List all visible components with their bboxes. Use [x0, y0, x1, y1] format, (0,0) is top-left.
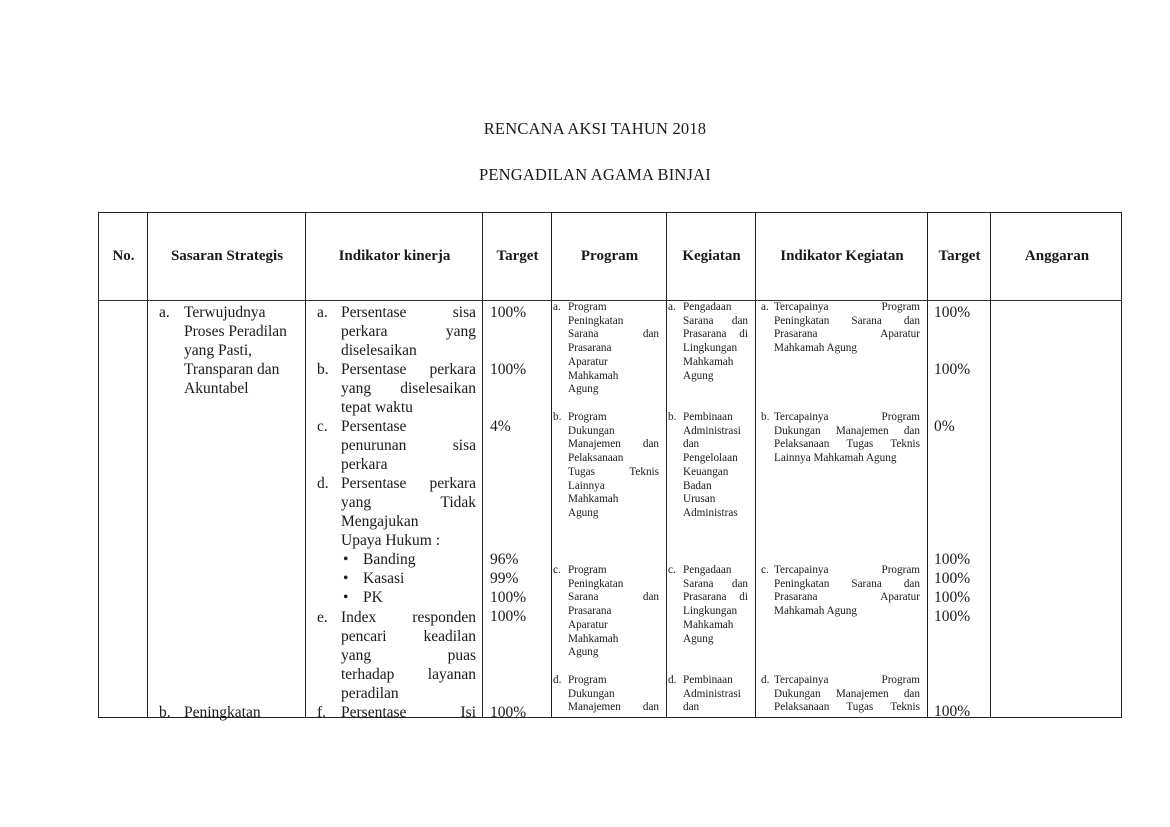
kegiatan-text: Pengadaan	[683, 301, 732, 313]
kegiatan-text: Administrasi	[683, 424, 741, 437]
target-kegiatan-value: 100%	[934, 703, 971, 720]
kegiatan-text: Agung	[683, 632, 714, 645]
program-text: Mahkamah	[568, 493, 619, 506]
program-text: Aparatur	[568, 355, 608, 368]
program-label: c.	[553, 564, 561, 576]
program-text: Program	[568, 674, 607, 686]
kegiatan-text: Pengelolaan	[683, 452, 738, 465]
bullet-icon: •	[343, 589, 349, 606]
program-text: Sarana dan	[568, 591, 659, 604]
indikator-kinerja-text: terhadap layanan	[341, 666, 476, 683]
program-text: Program	[568, 564, 607, 576]
indikator-kinerja-text: Persentase Isi	[341, 704, 476, 721]
sasaran-text: yang Pasti,	[184, 342, 253, 359]
indikator-kinerja-label: a.	[317, 304, 328, 321]
indikator-kegiatan-text: Prasarana Aparatur	[774, 328, 920, 341]
kegiatan-text: Administrasi	[683, 687, 741, 700]
indikator-kegiatan-label: b.	[761, 411, 770, 423]
program-text: Peningkatan	[568, 577, 624, 590]
header-kegiatan: Kegiatan	[682, 248, 741, 264]
indikator-kinerja-text: yang diselesaikan	[341, 380, 476, 397]
program-text: Pelaksanaan	[568, 452, 624, 465]
program-text: Manajemen dan	[568, 438, 659, 451]
indikator-kegiatan-label: a.	[761, 301, 769, 313]
sasaran-text: Peningkatan	[184, 704, 261, 721]
program-text: Lainnya	[568, 479, 605, 492]
sasaran-text: Proses Peradilan	[184, 323, 287, 340]
indikator-kinerja-text: Upaya Hukum :	[341, 532, 441, 549]
target-kinerja-value: 4%	[490, 418, 511, 435]
program-text: Dukungan	[568, 424, 615, 437]
kegiatan-label: d.	[668, 674, 677, 686]
target-kegiatan-value: 0%	[934, 418, 955, 435]
indikator-kegiatan-text: Tercapainya Program	[774, 301, 920, 313]
indikator-kegiatan-text: Peningkatan Sarana dan	[774, 577, 920, 590]
target-kinerja-value: 100%	[490, 361, 527, 378]
indikator-kegiatan-text: Mahkamah Agung	[774, 342, 857, 355]
kegiatan-text: Lingkungan	[683, 605, 738, 618]
header-target: Target	[496, 248, 539, 264]
kegiatan-text: Sarana dan	[683, 314, 748, 327]
sasaran-label: b.	[159, 704, 171, 721]
indikator-kegiatan-label: d.	[761, 674, 770, 686]
indikator-kinerja-text: tepat waktu	[341, 399, 413, 416]
target-kinerja-value: 96%	[490, 551, 519, 568]
program-text: Manajemen dan	[568, 701, 659, 714]
program-text: Agung	[568, 383, 599, 396]
indikator-kegiatan-text: Tercapainya Program	[774, 411, 920, 423]
indikator-kegiatan-text: Tercapainya Program	[774, 564, 920, 576]
indikator-kinerja-text: Index responden	[341, 609, 476, 626]
target-kinerja-value: 100%	[490, 704, 527, 721]
kegiatan-label: c.	[668, 564, 676, 576]
program-text: Mahkamah	[568, 632, 619, 645]
indikator-kinerja-label: b.	[317, 361, 329, 378]
upaya-hukum-item: Kasasi	[363, 570, 405, 587]
header-indikator-kegiatan: Indikator Kegiatan	[780, 248, 904, 264]
target-kegiatan-value: 100%	[934, 304, 971, 321]
indikator-kinerja-label: f.	[317, 704, 327, 721]
header-anggaran: Anggaran	[1024, 248, 1090, 264]
indikator-kinerja-text: peradilan	[341, 685, 399, 702]
target-kinerja-value: 100%	[490, 304, 527, 321]
indikator-kegiatan-label: c.	[761, 564, 769, 576]
program-text: Sarana dan	[568, 328, 659, 341]
target-kinerja-value: 100%	[490, 589, 527, 606]
kegiatan-text: Urusan	[683, 493, 716, 506]
upaya-hukum-item: Banding	[363, 551, 416, 568]
program-text: Peningkatan	[568, 314, 624, 327]
program-text: Prasarana	[568, 342, 612, 355]
kegiatan-text: Pengadaan	[683, 564, 732, 576]
indikator-kegiatan-text: Pelaksanaan Tugas Teknis	[774, 438, 920, 451]
program-text: Mahkamah	[568, 369, 619, 382]
kegiatan-text: Administras	[683, 506, 738, 519]
sasaran-text: Akuntabel	[184, 380, 249, 397]
indikator-kegiatan-text: Dukungan Manajemen dan	[774, 424, 920, 437]
upaya-hukum-item: PK	[363, 589, 383, 606]
program-text: Agung	[568, 506, 599, 519]
indikator-kinerja-text: Persentase	[341, 418, 407, 435]
program-text: Tugas Teknis	[568, 465, 659, 478]
kegiatan-text: Keuangan	[683, 465, 729, 478]
document-subtitle: PENGADILAN AGAMA BINJAI	[479, 165, 711, 184]
program-text: Program	[568, 411, 607, 423]
indikator-kinerja-label: c.	[317, 418, 328, 435]
indikator-kegiatan-text: Lainnya Mahkamah Agung	[774, 452, 897, 465]
indikator-kegiatan-text: Tercapainya Program	[774, 674, 920, 686]
indikator-kinerja-label: d.	[317, 475, 329, 492]
indikator-kegiatan-text: Peningkatan Sarana dan	[774, 314, 920, 327]
indikator-kinerja-text: Persentase perkara	[341, 361, 476, 378]
kegiatan-text: Badan	[683, 479, 712, 492]
target-kegiatan-value: 100%	[934, 551, 971, 568]
kegiatan-text: Prasarana di	[683, 591, 748, 604]
kegiatan-text: Agung	[683, 369, 714, 382]
kegiatan-text: Pembinaan	[683, 411, 733, 423]
target-kegiatan-value: 100%	[934, 361, 971, 378]
header-program: Program	[580, 248, 639, 264]
sasaran-label: a.	[159, 304, 170, 321]
indikator-kinerja-text: yang Tidak	[341, 494, 476, 511]
kegiatan-text: Mahkamah	[683, 355, 734, 368]
indikator-kinerja-text: Persentase sisa	[341, 304, 476, 321]
header-indikator-kinerja: Indikator kinerja	[338, 248, 451, 264]
indikator-kegiatan-text: Pelaksanaan Tugas Teknis	[774, 701, 920, 714]
indikator-kinerja-text: yang puas	[341, 647, 476, 664]
indikator-kinerja-text: Mengajukan	[341, 513, 419, 530]
program-label: a.	[553, 301, 561, 313]
target-kegiatan-value: 100%	[934, 608, 971, 625]
program-text: Agung	[568, 646, 599, 659]
indikator-kegiatan-text: Dukungan Manajemen dan	[774, 687, 920, 700]
indikator-kinerja-text: perkara	[341, 456, 388, 473]
target-kegiatan-value: 100%	[934, 570, 971, 587]
kegiatan-text: Mahkamah	[683, 618, 734, 631]
document-title: RENCANA AKSI TAHUN 2018	[483, 119, 707, 138]
indikator-kinerja-text: perkara yang	[341, 323, 476, 340]
bullet-icon: •	[343, 551, 349, 568]
indikator-kinerja-text: pencari keadilan	[341, 628, 476, 645]
kegiatan-text: dan	[683, 701, 700, 714]
kegiatan-text: Prasarana di	[683, 328, 748, 341]
header-no: No.	[112, 248, 135, 264]
target-kinerja-value: 99%	[490, 570, 519, 587]
kegiatan-text: Lingkungan	[683, 342, 738, 355]
kegiatan-label: b.	[668, 411, 677, 423]
sasaran-text: Terwujudnya	[184, 304, 266, 321]
program-label: d.	[553, 674, 562, 686]
indikator-kegiatan-text: Mahkamah Agung	[774, 605, 857, 618]
indikator-kinerja-label: e.	[317, 609, 328, 626]
sasaran-text: Transparan dan	[184, 361, 280, 378]
program-text: Aparatur	[568, 618, 608, 631]
program-text: Prasarana	[568, 605, 612, 618]
program-text: Program	[568, 301, 607, 313]
target-kegiatan-value: 100%	[934, 589, 971, 606]
header-target-kegiatan: Target	[938, 248, 981, 264]
indikator-kegiatan-text: Prasarana Aparatur	[774, 591, 920, 604]
program-label: b.	[553, 411, 562, 423]
indikator-kinerja-text: penurunan sisa	[341, 437, 476, 454]
indikator-kinerja-text: diselesaikan	[341, 342, 417, 359]
kegiatan-text: dan	[683, 438, 700, 451]
target-kinerja-value: 100%	[490, 608, 527, 625]
program-text: Dukungan	[568, 687, 615, 700]
bullet-icon: •	[343, 570, 349, 587]
kegiatan-text: Pembinaan	[683, 674, 733, 686]
header-sasaran-strategis: Sasaran Strategis	[170, 248, 284, 264]
indikator-kinerja-text: Persentase perkara	[341, 475, 476, 492]
kegiatan-label: a.	[668, 301, 676, 313]
kegiatan-text: Sarana dan	[683, 577, 748, 590]
